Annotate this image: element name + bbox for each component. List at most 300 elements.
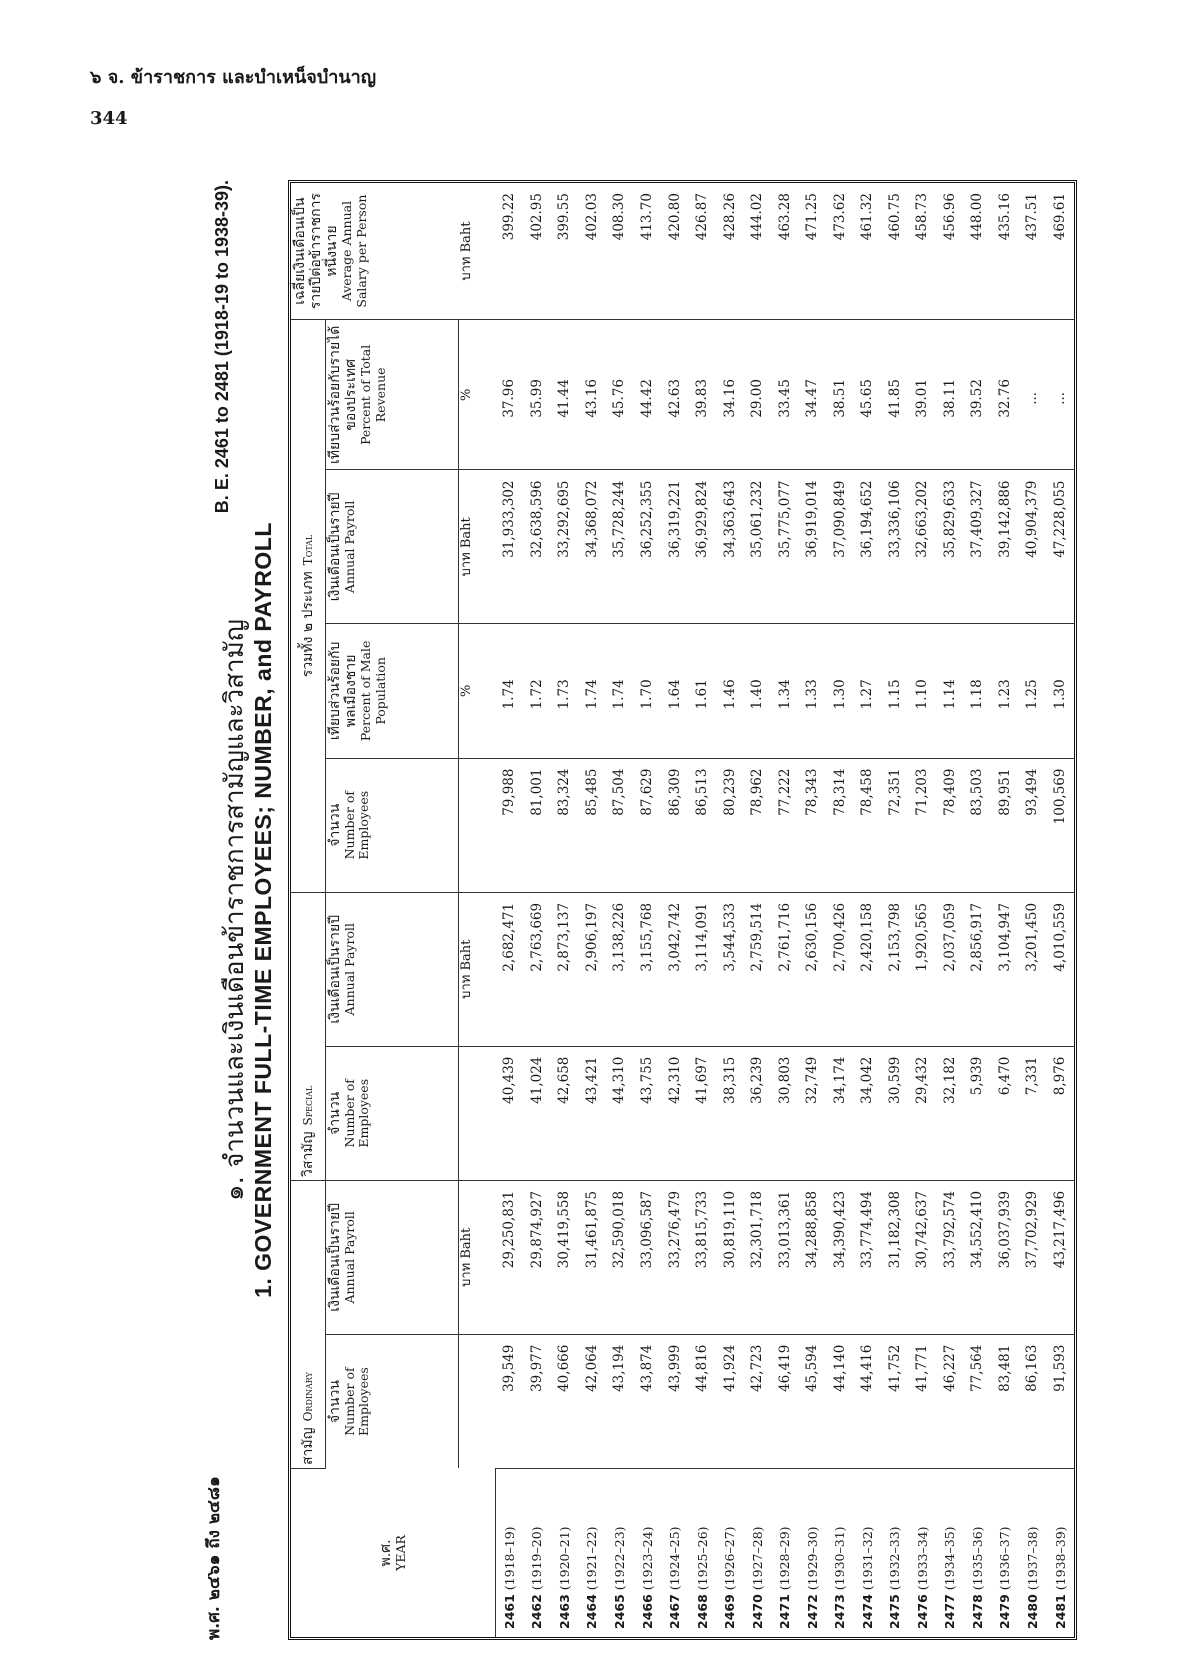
percent-male-cell: 1.40	[743, 624, 771, 758]
year-ce: (1920–21)	[556, 1526, 572, 1591]
average-salary-cell: 456.96	[936, 183, 964, 320]
ordinary-payroll-cell: 33,815,733	[688, 1180, 716, 1334]
total-payroll-cell: 36,319,221	[661, 470, 689, 624]
total-payroll-cell: 32,663,202	[909, 470, 937, 624]
total-number-cell: 79,988	[495, 758, 523, 892]
percent-revenue-cell: 41.85	[881, 320, 909, 470]
special-payroll-cell: 3,201,450	[1019, 892, 1047, 1046]
year-ce: (1934–35)	[942, 1526, 958, 1591]
total-number-cell: 100,569	[1046, 758, 1074, 892]
special-number-cell: 30,599	[881, 1046, 909, 1180]
total-number-cell: 87,504	[606, 758, 634, 892]
percent-male-cell: 1.74	[578, 624, 606, 758]
unit-baht: บาท Baht	[459, 470, 496, 624]
total-number-cell: 83,324	[551, 758, 579, 892]
year-range-english: B. E. 2461 to 2481 (1918-19 to 1938-39).	[212, 180, 232, 514]
ordinary-number-cell: 40,666	[551, 1334, 579, 1468]
ordinary-number-cell: 43,999	[661, 1334, 689, 1468]
total-group-header	[291, 320, 326, 893]
total-payroll-cell: 35,775,077	[771, 470, 799, 624]
average-salary-cell: 420.80	[661, 183, 689, 320]
year-header-thai: พ.ศ.	[377, 1539, 394, 1567]
special-payroll-cell: 2,630,156	[798, 892, 826, 1046]
year-be: 2468	[694, 1594, 710, 1629]
ordinary-payroll-cell: 32,590,018	[606, 1180, 634, 1334]
total-number-cell: 83,503	[964, 758, 992, 892]
percent-male-cell: 1.34	[771, 624, 799, 758]
total-number-cell: 78,458	[853, 758, 881, 892]
special-payroll-cell: 2,759,514	[743, 892, 771, 1046]
special-number-cell: 34,042	[853, 1046, 881, 1180]
special-number-cell: 43,421	[578, 1046, 606, 1180]
year-ce: (1924–25)	[667, 1526, 683, 1591]
ordinary-payroll-cell: 31,461,875	[578, 1180, 606, 1334]
table-row	[716, 183, 744, 1637]
year-ce: (1937–38)	[1024, 1526, 1040, 1591]
year-cell	[578, 1469, 606, 1638]
total-payroll-cell: 36,929,824	[688, 470, 716, 624]
year-ce: (1930–31)	[832, 1526, 848, 1591]
year-be: 2476	[914, 1594, 930, 1629]
special-number-cell: 44,310	[606, 1046, 634, 1180]
unit-percent: %	[459, 624, 496, 758]
ordinary-number-cell: 44,140	[826, 1334, 854, 1468]
year-cell	[991, 1469, 1019, 1638]
year-be: 2474	[859, 1594, 875, 1629]
special-payroll-cell: 2,906,197	[578, 892, 606, 1046]
year-be: 2462	[529, 1594, 545, 1629]
average-salary-cell: 402.95	[523, 183, 551, 320]
percent-male-cell: 1.73	[551, 624, 579, 758]
special-payroll-cell: 2,856,917	[964, 892, 992, 1046]
special-payroll-cell: 2,761,716	[771, 892, 799, 1046]
pct-rev-thai: เทียบส่วนร้อยกับรายได้ของประเทศ	[327, 325, 360, 464]
special-payroll-cell: 2,037,059	[936, 892, 964, 1046]
ordinary-number-cell: 77,564	[964, 1334, 992, 1468]
table-row	[1046, 183, 1074, 1637]
ordinary-payroll-cell: 33,013,361	[771, 1180, 799, 1334]
total-payroll-cell: 31,933,302	[495, 470, 523, 624]
ordinary-number-header	[326, 1334, 459, 1468]
table-row	[771, 183, 799, 1637]
year-be: 2480	[1024, 1594, 1040, 1629]
special-number-cell: 42,310	[661, 1046, 689, 1180]
special-payroll-cell: 2,700,426	[826, 892, 854, 1046]
average-salary-header	[291, 183, 459, 320]
year-ce: (1918–19)	[501, 1526, 517, 1591]
percent-male-cell: 1.74	[495, 624, 523, 758]
percent-revenue-cell: ...	[1019, 320, 1047, 470]
special-en: Special	[300, 1085, 315, 1126]
year-ce: (1932–33)	[887, 1526, 903, 1591]
special-payroll-cell: 4,010,559	[1046, 892, 1074, 1046]
percent-male-cell: 1.61	[688, 624, 716, 758]
unit-blank	[459, 1046, 496, 1180]
total-payroll-cell: 40,904,379	[1019, 470, 1047, 624]
average-thai: เฉลี่ยเงินเดือนเป็นรายปีต่อข้าราชการหนึ่งนาย	[292, 193, 341, 310]
year-header	[291, 1469, 495, 1638]
total-payroll-cell: 33,336,106	[881, 470, 909, 624]
special-number-cell: 41,697	[688, 1046, 716, 1180]
percent-revenue-cell: 34.47	[798, 320, 826, 470]
ordinary-payroll-cell: 33,276,479	[661, 1180, 689, 1334]
ordinary-payroll-cell: 31,182,308	[881, 1180, 909, 1334]
unit-blank	[459, 758, 496, 892]
percent-revenue-cell: 35.99	[523, 320, 551, 470]
percent-male-cell: 1.18	[964, 624, 992, 758]
year-cell	[551, 1469, 579, 1638]
total-number-cell: 93,494	[1019, 758, 1047, 892]
special-number-cell: 42,658	[551, 1046, 579, 1180]
percent-male-cell: 1.25	[1019, 624, 1047, 758]
percent-male-cell: 1.70	[633, 624, 661, 758]
special-payroll-cell: 3,114,091	[688, 892, 716, 1046]
percent-revenue-cell: 33.45	[771, 320, 799, 470]
table-row	[1019, 183, 1047, 1637]
table-row	[991, 183, 1019, 1637]
special-number-cell: 38,315	[716, 1046, 744, 1180]
year-cell	[1019, 1469, 1047, 1638]
ordinary-payroll-cell: 30,419,558	[551, 1180, 579, 1334]
year-be: 2481	[1052, 1594, 1068, 1629]
year-cell	[743, 1469, 771, 1638]
ordinary-payroll-cell: 33,096,587	[633, 1180, 661, 1334]
total-payroll-cell: 36,194,652	[853, 470, 881, 624]
ordinary-thai: สามัญ	[299, 1427, 316, 1465]
pct-rev-en: Percent of Total Revenue	[358, 344, 388, 445]
percent-revenue-cell: 38.11	[936, 320, 964, 470]
ordinary-number-cell: 43,194	[606, 1334, 634, 1468]
percent-revenue-cell: 44.42	[633, 320, 661, 470]
year-cell	[661, 1469, 689, 1638]
table-row	[909, 183, 937, 1637]
average-salary-cell: 426.87	[688, 183, 716, 320]
ordinary-en: Ordinary	[300, 1372, 315, 1422]
percent-revenue-cell: 43.16	[578, 320, 606, 470]
ordinary-number-cell: 43,874	[633, 1334, 661, 1468]
percent-male-cell: 1.14	[936, 624, 964, 758]
average-salary-cell: 437.51	[1019, 183, 1047, 320]
ordinary-number-cell: 91,593	[1046, 1334, 1074, 1468]
year-ce: (1927–28)	[749, 1526, 765, 1591]
special-payroll-cell: 2,763,669	[523, 892, 551, 1046]
table-row	[798, 183, 826, 1637]
table-body	[495, 183, 1074, 1637]
percent-revenue-cell: 39.83	[688, 320, 716, 470]
ordinary-payroll-cell: 34,552,410	[964, 1180, 992, 1334]
total-number-cell: 86,513	[688, 758, 716, 892]
average-salary-cell: 408.30	[606, 183, 634, 320]
total-number-cell: 85,485	[578, 758, 606, 892]
year-ce: (1936–37)	[997, 1526, 1013, 1591]
special-number-cell: 41,024	[523, 1046, 551, 1180]
year-be: 2466	[639, 1594, 655, 1629]
ordinary-number-cell: 45,594	[798, 1334, 826, 1468]
ordinary-number-cell: 41,924	[716, 1334, 744, 1468]
total-en: Total	[300, 534, 315, 566]
payroll-thai: เงินเดือนเป็นรายปี	[327, 1202, 343, 1312]
average-salary-cell: 471.25	[798, 183, 826, 320]
year-cell	[936, 1469, 964, 1638]
number-thai: จำนวน	[327, 1380, 343, 1424]
unit-blank	[459, 1334, 496, 1468]
year-be: 2465	[611, 1594, 627, 1629]
year-ce: (1929–30)	[804, 1526, 820, 1591]
total-number-cell: 78,962	[743, 758, 771, 892]
year-cell	[688, 1469, 716, 1638]
total-number-cell: 77,222	[771, 758, 799, 892]
total-payroll-cell: 37,090,849	[826, 470, 854, 624]
year-be: 2471	[777, 1594, 793, 1629]
total-payroll-cell: 39,142,886	[991, 470, 1019, 624]
number-en: Number of Employees	[342, 790, 372, 860]
year-ce: (1919–20)	[529, 1526, 545, 1591]
number-en: Number of Employees	[342, 1078, 372, 1148]
average-salary-cell: 444.02	[743, 183, 771, 320]
average-salary-cell: 458.73	[909, 183, 937, 320]
ordinary-number-cell: 39,549	[495, 1334, 523, 1468]
pct-male-thai: เทียบส่วนร้อยกับพลเมืองชาย	[327, 641, 360, 741]
percent-revenue-cell: 42.63	[661, 320, 689, 470]
total-payroll-cell: 47,228,055	[1046, 470, 1074, 624]
ordinary-payroll-cell: 29,874,927	[523, 1180, 551, 1334]
total-payroll-header	[326, 470, 459, 624]
average-salary-cell: 399.55	[551, 183, 579, 320]
special-payroll-cell: 3,544,533	[716, 892, 744, 1046]
year-cell	[826, 1469, 854, 1638]
percent-revenue-cell: ...	[1046, 320, 1074, 470]
percent-male-header	[326, 624, 459, 758]
table-title-thai: ๑. จำนวนและเงินเดือนข้าราชการสามัญและวิสามัญ	[220, 619, 250, 1201]
year-cell	[606, 1469, 634, 1638]
percent-revenue-cell: 32.76	[991, 320, 1019, 470]
year-be: 2461	[501, 1594, 517, 1629]
table-row	[578, 183, 606, 1637]
special-payroll-cell: 2,873,137	[551, 892, 579, 1046]
percent-revenue-cell: 34.16	[716, 320, 744, 470]
total-payroll-cell: 36,919,014	[798, 470, 826, 624]
year-be: 2479	[997, 1594, 1013, 1629]
year-be: 2473	[832, 1594, 848, 1629]
year-be: 2464	[584, 1594, 600, 1629]
special-number-cell: 29,432	[909, 1046, 937, 1180]
percent-male-cell: 1.72	[523, 624, 551, 758]
total-payroll-cell: 35,061,232	[743, 470, 771, 624]
special-payroll-cell: 1,920,565	[909, 892, 937, 1046]
year-be: 2478	[969, 1594, 985, 1629]
special-group-header	[291, 892, 326, 1180]
ordinary-payroll-cell: 36,037,939	[991, 1180, 1019, 1334]
total-number-cell: 71,203	[909, 758, 937, 892]
number-thai: จำนวน	[327, 1091, 343, 1135]
table-title-english: 1. GOVERNMENT FULL-TIME EMPLOYEES; NUMBER, and PAYROLL	[250, 522, 276, 1298]
average-salary-cell: 460.75	[881, 183, 909, 320]
year-cell	[495, 1469, 523, 1638]
average-salary-cell: 448.00	[964, 183, 992, 320]
year-ce: (1931–32)	[859, 1526, 875, 1591]
ordinary-number-cell: 44,816	[688, 1334, 716, 1468]
special-number-cell: 6,470	[991, 1046, 1019, 1180]
table-row	[936, 183, 964, 1637]
total-number-header	[326, 758, 459, 892]
special-payroll-cell: 3,042,742	[661, 892, 689, 1046]
ordinary-number-cell: 86,163	[1019, 1334, 1047, 1468]
total-thai: รวมทั้ง ๒ ประเภท	[299, 571, 316, 678]
ordinary-payroll-cell: 34,390,423	[826, 1180, 854, 1334]
section-header: ๖ จ. ข้าราชการ และบำเหน็จบำนาญ	[90, 67, 377, 88]
year-cell	[716, 1469, 744, 1638]
total-number-cell: 78,314	[826, 758, 854, 892]
year-ce: (1923–24)	[639, 1526, 655, 1591]
ordinary-payroll-cell: 30,819,110	[716, 1180, 744, 1334]
special-payroll-cell: 2,682,471	[495, 892, 523, 1046]
year-ce: (1922–23)	[611, 1526, 627, 1591]
table-row	[743, 183, 771, 1637]
ordinary-payroll-cell: 33,774,494	[853, 1180, 881, 1334]
percent-revenue-cell: 38.51	[826, 320, 854, 470]
special-number-cell: 7,331	[1019, 1046, 1047, 1180]
table-row	[826, 183, 854, 1637]
table-row	[853, 183, 881, 1637]
percent-male-cell: 1.10	[909, 624, 937, 758]
percent-male-cell: 1.27	[853, 624, 881, 758]
payroll-thai: เงินเดือนเป็นรายปี	[327, 914, 343, 1024]
percent-revenue-cell: 37.96	[495, 320, 523, 470]
year-cell	[853, 1469, 881, 1638]
special-number-cell: 30,803	[771, 1046, 799, 1180]
ordinary-number-cell: 83,481	[991, 1334, 1019, 1468]
year-be: 2467	[667, 1594, 683, 1629]
percent-male-cell: 1.30	[1046, 624, 1074, 758]
average-salary-cell: 399.22	[495, 183, 523, 320]
year-ce: (1935–36)	[969, 1526, 985, 1591]
ordinary-group-header	[291, 1180, 326, 1468]
special-payroll-header	[326, 892, 459, 1046]
year-ce: (1928–29)	[777, 1526, 793, 1591]
year-cell	[523, 1469, 551, 1638]
table-row	[688, 183, 716, 1637]
ordinary-payroll-cell: 29,250,831	[495, 1180, 523, 1334]
percent-male-cell: 1.74	[606, 624, 634, 758]
table-row	[551, 183, 579, 1637]
ordinary-number-cell: 42,064	[578, 1334, 606, 1468]
average-salary-cell: 435.16	[991, 183, 1019, 320]
special-number-cell: 8,976	[1046, 1046, 1074, 1180]
year-header-en: YEAR	[392, 1535, 408, 1571]
year-ce: (1938–39)	[1052, 1526, 1068, 1591]
year-be: 2470	[749, 1594, 765, 1629]
table-row	[964, 183, 992, 1637]
special-number-cell: 43,755	[633, 1046, 661, 1180]
percent-male-cell: 1.46	[716, 624, 744, 758]
special-payroll-cell: 2,153,798	[881, 892, 909, 1046]
employees-table	[291, 183, 1074, 1637]
year-cell	[881, 1469, 909, 1638]
percent-male-cell: 1.64	[661, 624, 689, 758]
special-number-cell: 36,239	[743, 1046, 771, 1180]
year-ce: (1933–34)	[914, 1526, 930, 1591]
year-be: 2475	[887, 1594, 903, 1629]
pct-male-en: Percent of Male Population	[358, 640, 388, 742]
unit-percent: %	[459, 320, 496, 470]
special-number-cell: 40,439	[495, 1046, 523, 1180]
year-ce: (1926–27)	[722, 1526, 738, 1591]
table-row	[633, 183, 661, 1637]
unit-baht: บาท Baht	[459, 1180, 496, 1334]
payroll-en: Annual Payroll	[342, 923, 358, 1016]
year-range-thai: พ.ศ. ๒๔๖๑ ถึง ๒๔๘๑	[204, 1476, 224, 1640]
percent-revenue-cell: 45.65	[853, 320, 881, 470]
year-be: 2472	[804, 1594, 820, 1629]
percent-revenue-cell: 29.00	[743, 320, 771, 470]
total-payroll-cell: 35,829,633	[936, 470, 964, 624]
special-number-cell: 32,749	[798, 1046, 826, 1180]
year-cell	[798, 1469, 826, 1638]
total-number-cell: 80,239	[716, 758, 744, 892]
special-thai: วิสามัญ	[299, 1131, 316, 1177]
ordinary-payroll-cell: 37,702,929	[1019, 1180, 1047, 1334]
year-cell	[1046, 1469, 1074, 1638]
total-number-cell: 81,001	[523, 758, 551, 892]
average-en: Average Annual Salary per Person	[339, 194, 369, 308]
ordinary-number-cell: 41,752	[881, 1334, 909, 1468]
year-be: 2469	[722, 1594, 738, 1629]
average-salary-cell: 473.62	[826, 183, 854, 320]
table-row	[523, 183, 551, 1637]
payroll-thai: เงินเดือนเป็นรายปี	[327, 492, 343, 602]
total-payroll-cell: 34,368,072	[578, 470, 606, 624]
ordinary-payroll-cell: 32,301,718	[743, 1180, 771, 1334]
year-cell	[964, 1469, 992, 1638]
ordinary-payroll-cell: 34,288,858	[798, 1180, 826, 1334]
percent-male-cell: 1.33	[798, 624, 826, 758]
ordinary-number-cell: 41,771	[909, 1334, 937, 1468]
year-cell	[909, 1469, 937, 1638]
total-number-cell: 72,351	[881, 758, 909, 892]
total-payroll-cell: 37,409,327	[964, 470, 992, 624]
total-payroll-cell: 35,728,244	[606, 470, 634, 624]
percent-revenue-cell: 39.01	[909, 320, 937, 470]
special-number-header	[326, 1046, 459, 1180]
year-cell	[633, 1469, 661, 1638]
ordinary-number-cell: 42,723	[743, 1334, 771, 1468]
total-number-cell: 86,309	[661, 758, 689, 892]
average-salary-cell: 461.32	[853, 183, 881, 320]
total-payroll-cell: 36,252,355	[633, 470, 661, 624]
total-number-cell: 89,951	[991, 758, 1019, 892]
ordinary-number-cell: 44,416	[853, 1334, 881, 1468]
special-payroll-cell: 3,155,768	[633, 892, 661, 1046]
unit-baht: บาท Baht	[459, 892, 496, 1046]
ordinary-payroll-cell: 30,742,637	[909, 1180, 937, 1334]
average-salary-cell: 463.28	[771, 183, 799, 320]
ordinary-payroll-cell: 33,792,574	[936, 1180, 964, 1334]
number-en: Number of Employees	[342, 1367, 372, 1436]
ordinary-payroll-header	[326, 1180, 459, 1334]
ordinary-payroll-cell: 43,217,496	[1046, 1180, 1074, 1334]
total-payroll-cell: 33,292,695	[551, 470, 579, 624]
year-cell	[771, 1469, 799, 1638]
page-number: 344	[90, 108, 128, 129]
average-salary-cell: 469.61	[1046, 183, 1074, 320]
table-row	[495, 183, 523, 1637]
average-salary-cell: 413.70	[633, 183, 661, 320]
average-salary-cell: 402.03	[578, 183, 606, 320]
payroll-en: Annual Payroll	[342, 500, 358, 594]
percent-male-cell: 1.23	[991, 624, 1019, 758]
ordinary-number-cell: 39,977	[523, 1334, 551, 1468]
total-payroll-cell: 32,638,596	[523, 470, 551, 624]
